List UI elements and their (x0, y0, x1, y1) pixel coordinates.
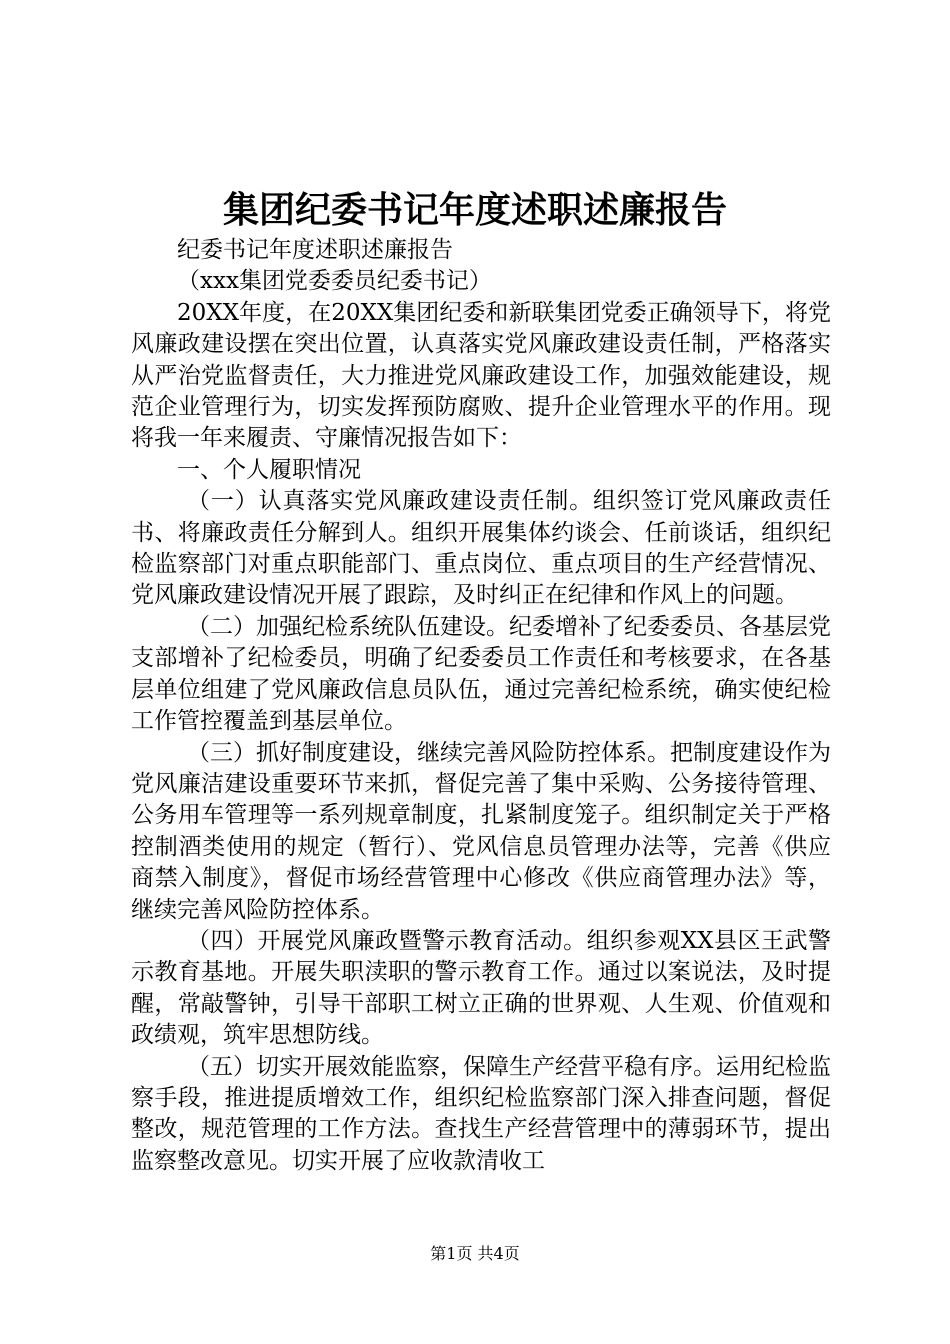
report-subtitle: 纪委书记年度述职述廉报告 (177, 237, 453, 263)
document-body (131, 235, 831, 1177)
page-title: 集团纪委书记年度述职述廉报告 (222, 189, 727, 231)
paragraph-item-1: （一）认真落实党风廉政建设责任制。组织签订党风廉政责任书、将廉政责任分解到人。组织开展集体约谈会、任前谈话，组织纪检监察部门对重点职能部门、重点岗位、重点项目的生产经营情况、党风廉政建设情况开展了跟踪，及时纠正在纪律和作风上的问题。 (131, 488, 831, 609)
paragraph-item-3: （三）抓好制度建设，继续完善风险防控体系。把制度建设作为党风廉洁建设重要环节来抓，督促完善了集中采购、公务接待管理、公务用车管理等一系列规章制度，扎紧制度笼子。组织制定关于严格控制酒类使用的规定（暂行）、党风信息员管理办法等，完善《供应商禁入制度》，督促市场经营管理中心修改《供应商管理办法》等，继续完善风险防控体系。 (131, 739, 831, 923)
section-heading: 一、个人履职情况 (177, 456, 361, 483)
page-number-footer: 第1页 共4页 (430, 1244, 520, 1263)
paragraph-item-2: （二）加强纪检系统队伍建设。纪委增补了纪委委员、各基层党支部增补了纪检委员，明确了纪委委员工作责任和考核要求，在各基层单位组建了党风廉政信息员队伍，通过完善纪检系统，确实使纪检工作管控覆盖到基层单位。 (131, 613, 831, 735)
author-line: （xxx集团党委委员纪委书记） (177, 268, 492, 295)
paragraph-item-5: （五）切实开展效能监察，保障生产经营平稳有序。运用纪检监察手段，推进提质增效工作，组织纪检监察部门深入排查问题，督促整改，规范管理的工作方法。查找生产经营管理中的薄弱环节，提出监察整改意见。切实开展了应收款清收工 (131, 1053, 831, 1174)
paragraph-item-4: （四）开展党风廉政暨警示教育活动。组织参观XX县区王武警示教育基地。开展失职渎职的警示教育工作。通过以案说法，及时提醒，常敲警钟，引导干部职工树立正确的世界观、人生观、价值观和政绩观，筑牢思想防线。 (131, 927, 831, 1049)
intro-paragraph: 20XX年度，在20XX集团纪委和新联集团党委正确领导下，将党风廉政建设摆在突出位置，认真落实党风廉政建设责任制，严格落实从严治党监督责任，大力推进党风廉政建设工作，加强效能建设，规范企业管理行为，切实发挥预防腐败、提升企业管理水平的作用。现将我一年来履责、守廉情况报告如下： (131, 299, 831, 452)
